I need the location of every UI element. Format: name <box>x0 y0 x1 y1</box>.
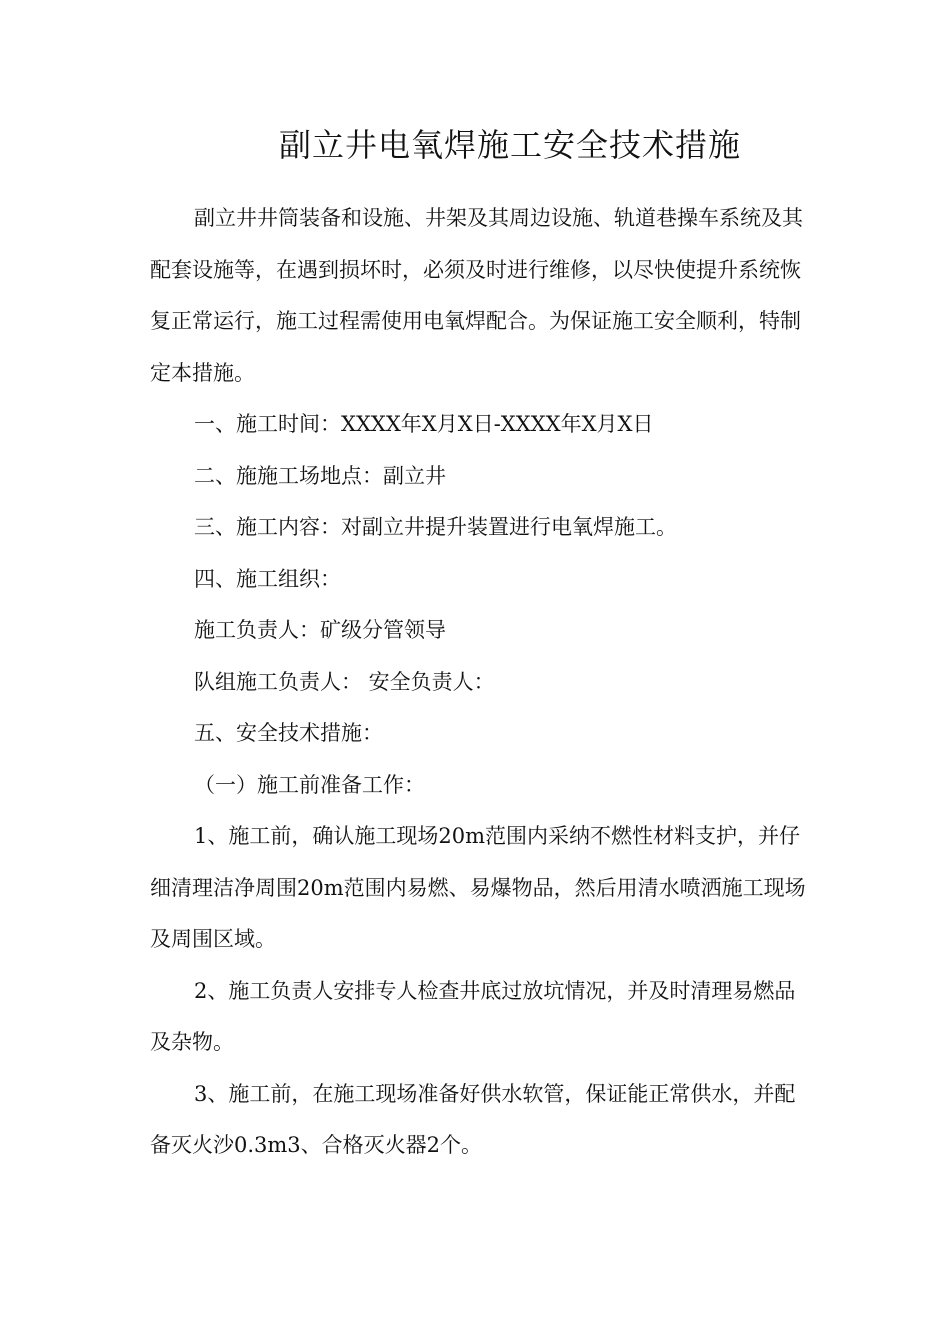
construction-location: 二、施施工场地点：副立井 <box>194 463 446 488</box>
preparation-item-3: 3、施工前，在施工现场准备好供水软管，保证能正常供水，并配备灭火沙0.3m3、合格灭火器2个。 <box>150 1081 796 1157</box>
construction-organization-heading: 四、施工组织： <box>194 566 341 591</box>
construction-leader: 施工负责人：矿级分管领导 <box>194 618 446 642</box>
preparation-item-1: 1、施工前，确认施工现场20m范围内采纳不燃性材料支护，并仔细清理洁净周围20m范围内易燃、易爆物品，然后用清水喷洒施工现场及周围区域。 <box>150 824 806 951</box>
construction-time: 一、施工时间：XXXX年X月X日-XXXX年X月X日 <box>194 412 654 436</box>
safety-measures-heading: 五、安全技术措施： <box>194 721 383 745</box>
construction-content: 三、施工内容：对副立井提升装置进行电氧焊施工。 <box>194 515 677 539</box>
intro-paragraph: 副立井井筒装备和设施、井架及其周边设施、轨道巷操车系统及其配套设施等，在遇到损坏时，必须及时进行维修，以尽快使提升系统恢复正常运行，施工过程需使用电氧焊配合。为保证施工安全顺利，特制定本措施。 <box>150 206 803 385</box>
preparation-item-2: 2、施工负责人安排专人检查井底过放坑情况，并及时清理易燃品及杂物。 <box>150 978 796 1054</box>
team-leaders: 队组施工负责人： 安全负责人： <box>194 669 495 694</box>
document-title: 副立井电氧焊施工安全技术措施 <box>278 126 741 164</box>
preparation-heading: （一）施工前准备工作： <box>194 772 425 797</box>
document-body <box>150 193 810 1172</box>
